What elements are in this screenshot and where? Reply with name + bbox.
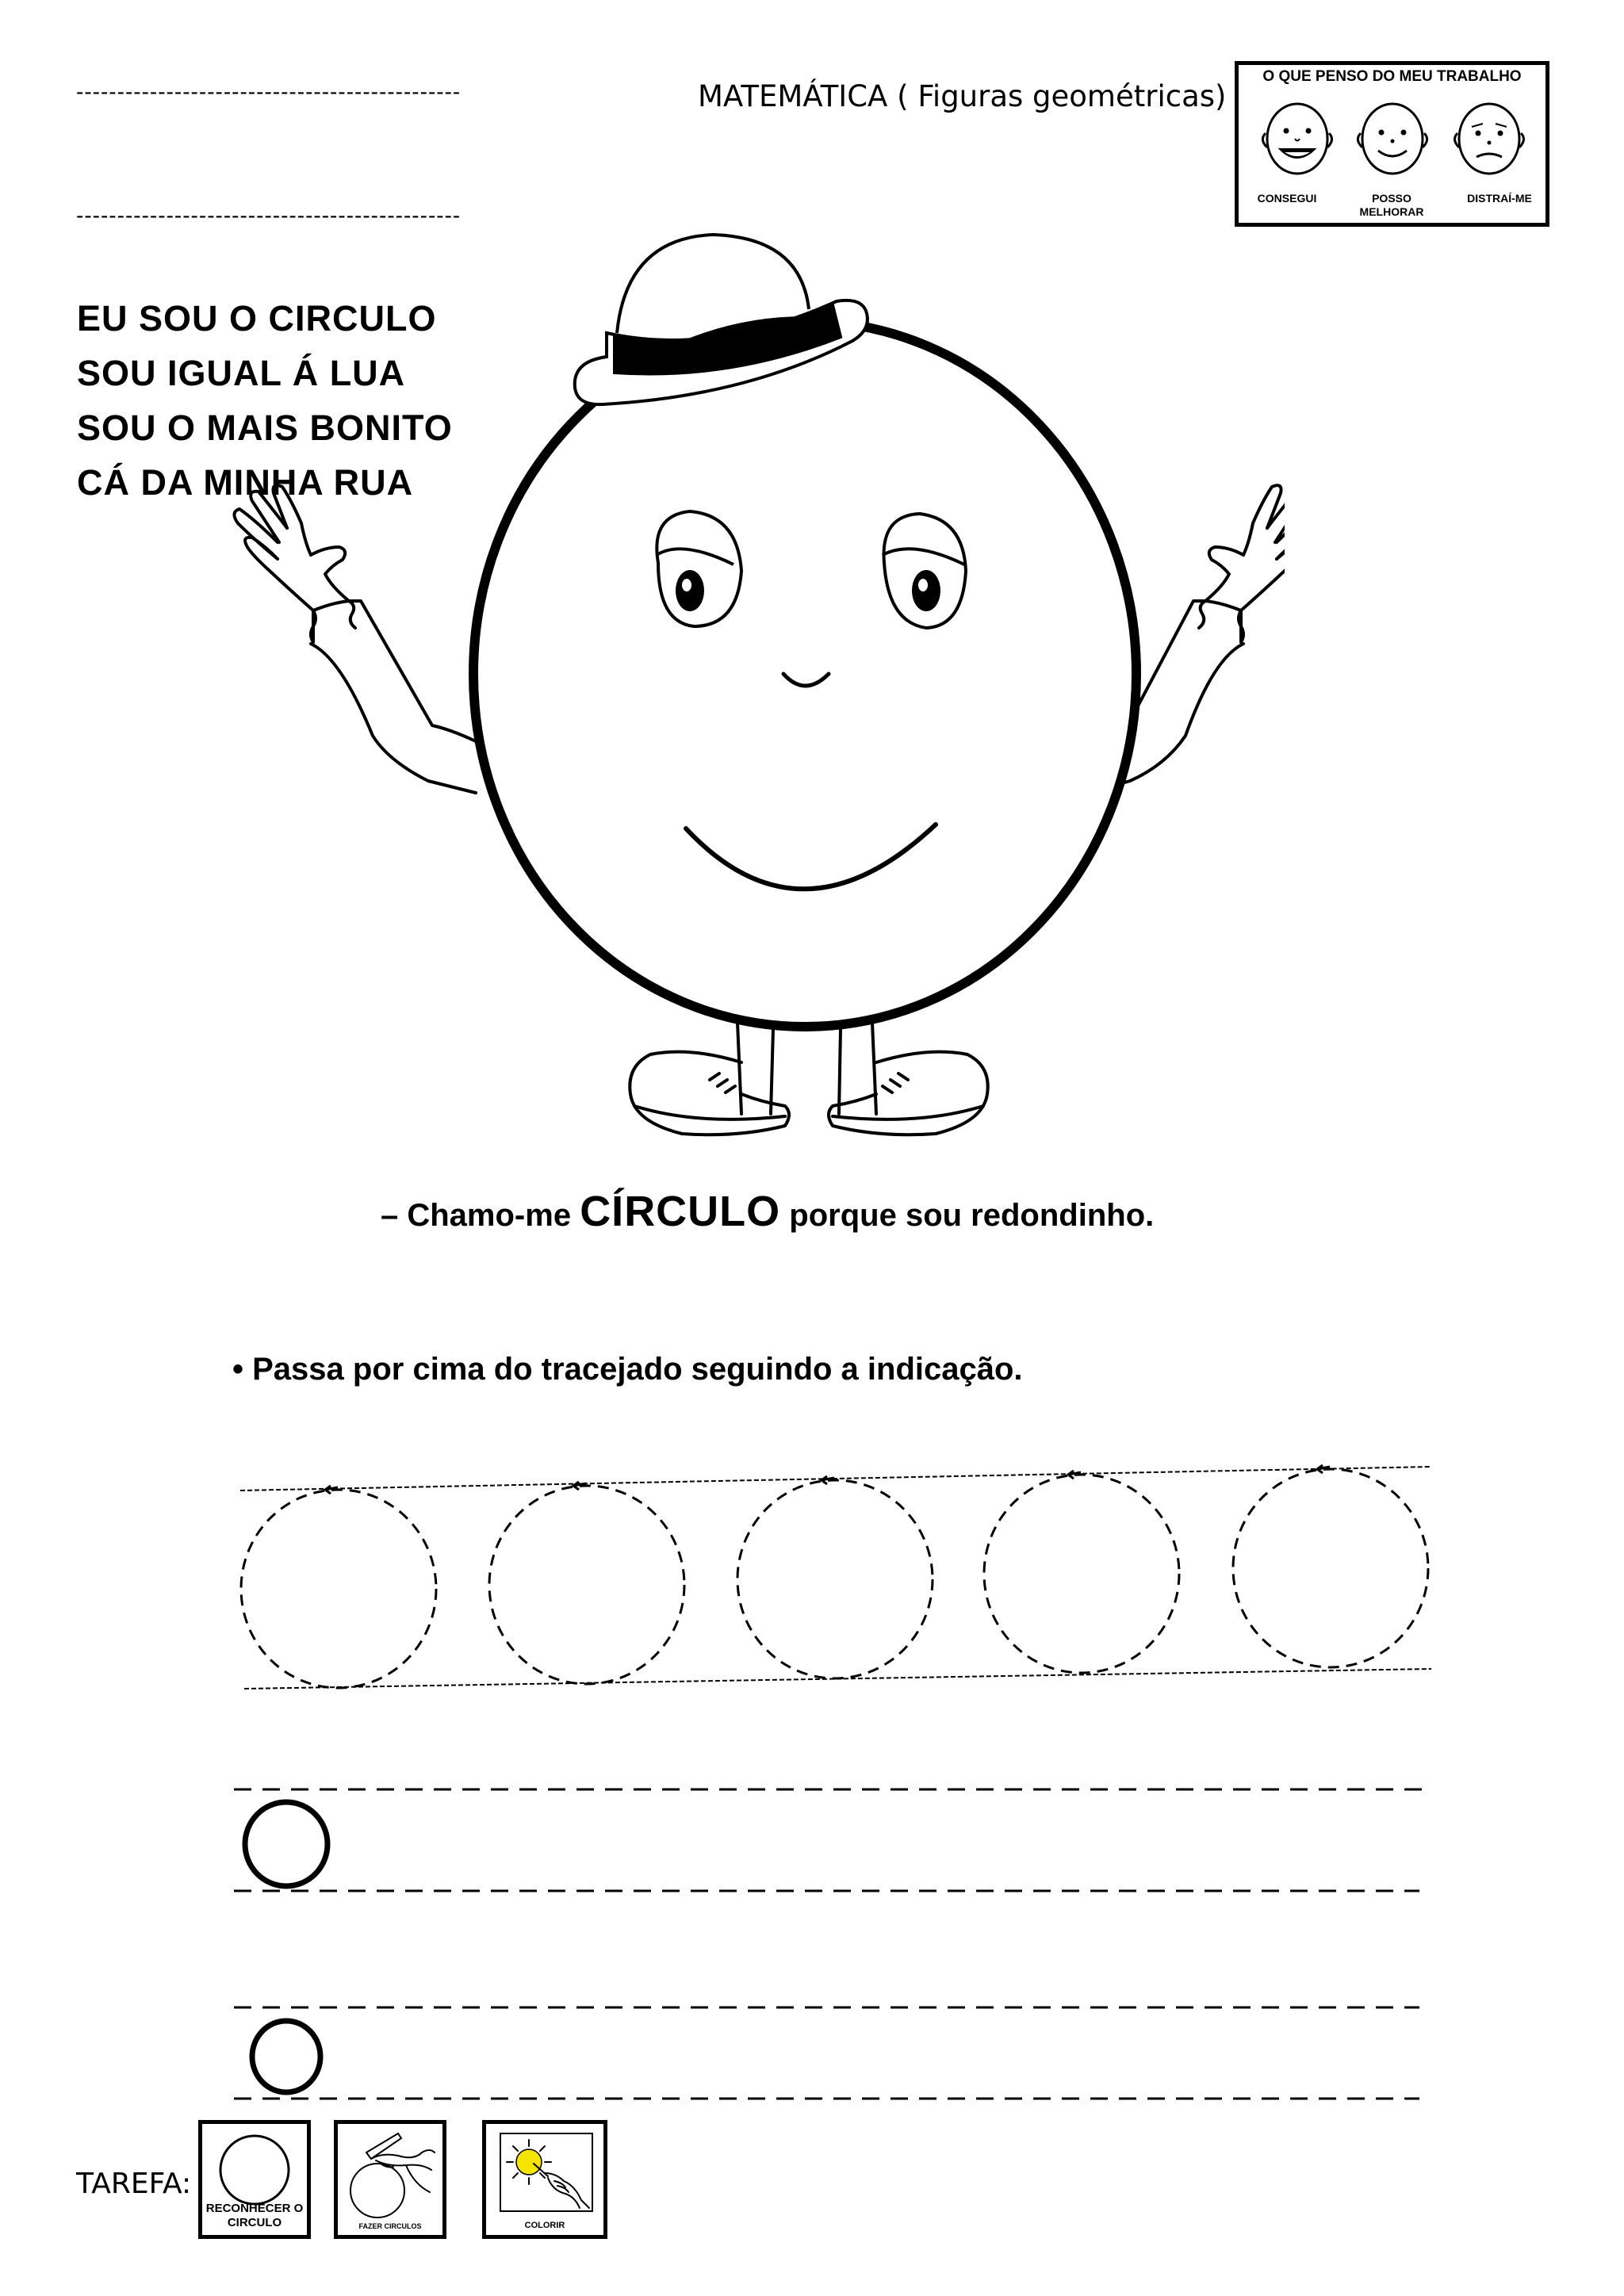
task-caption: FAZER CIRCULOS	[358, 2222, 422, 2230]
task-color	[482, 2120, 607, 2239]
assessment-faces	[1242, 95, 1543, 182]
circle-sentence	[381, 1187, 1154, 1236]
poem-line: CÁ DA MINHA RUA	[77, 462, 414, 503]
task-draw-circles	[334, 2120, 446, 2239]
model-circle	[245, 1802, 327, 1886]
name-line: -----------------------------------------------	[76, 79, 462, 104]
self-assessment-box	[1235, 61, 1549, 227]
task-label: TAREFA:	[76, 2168, 192, 2200]
face-label-consegui: CONSEGUI	[1257, 192, 1317, 205]
task-caption: COLORIR	[524, 2221, 565, 2230]
dashed-circle	[489, 1486, 684, 1684]
face-label-posso-melhorar: POSSO MELHORAR	[1359, 192, 1424, 218]
sentence-suffix: porque sou redondinho.	[789, 1198, 1155, 1233]
dashed-circle	[1233, 1469, 1428, 1667]
dashed-circle	[241, 1490, 436, 1688]
poem-line: EU SOU O CIRCULO	[77, 298, 437, 339]
guide-line	[240, 1467, 1431, 1490]
face-label-distrai-me: DISTRAÍ-ME	[1467, 192, 1532, 205]
task-recognize-circle	[198, 2120, 311, 2239]
sentence-prefix: – Chamo-me	[381, 1198, 572, 1233]
dashed-circle	[737, 1480, 933, 1678]
circle-icon	[215, 2130, 294, 2210]
sad-face-icon	[1454, 104, 1523, 174]
sentence-highlight: CÍRCULO	[580, 1188, 781, 1235]
dashed-circle	[984, 1475, 1179, 1673]
poem-line: SOU O MAIS BONITO	[77, 408, 453, 448]
circle-character-illustration	[222, 230, 1285, 1165]
content-face-icon	[1358, 104, 1427, 174]
hand-drawing-circle-icon	[343, 2129, 439, 2222]
hand-coloring-icon	[492, 2129, 600, 2218]
happy-face-icon	[1262, 104, 1331, 174]
self-assessment-title: O QUE PENSO DO MEU TRABALHO	[1262, 68, 1522, 85]
task-caption: RECONHECER O CIRCULO	[205, 2202, 304, 2229]
subject-title: MATEMÁTICA ( Figuras geométricas)	[698, 79, 1227, 113]
poem-line: SOU IGUAL Á LUA	[77, 353, 406, 393]
exercise-instruction: • Passa por cima do tracejado seguindo a indicação.	[232, 1352, 1023, 1387]
model-circle	[252, 2021, 320, 2092]
tracing-exercise	[222, 1443, 1443, 2109]
date-line: -----------------------------------------------	[76, 203, 462, 228]
